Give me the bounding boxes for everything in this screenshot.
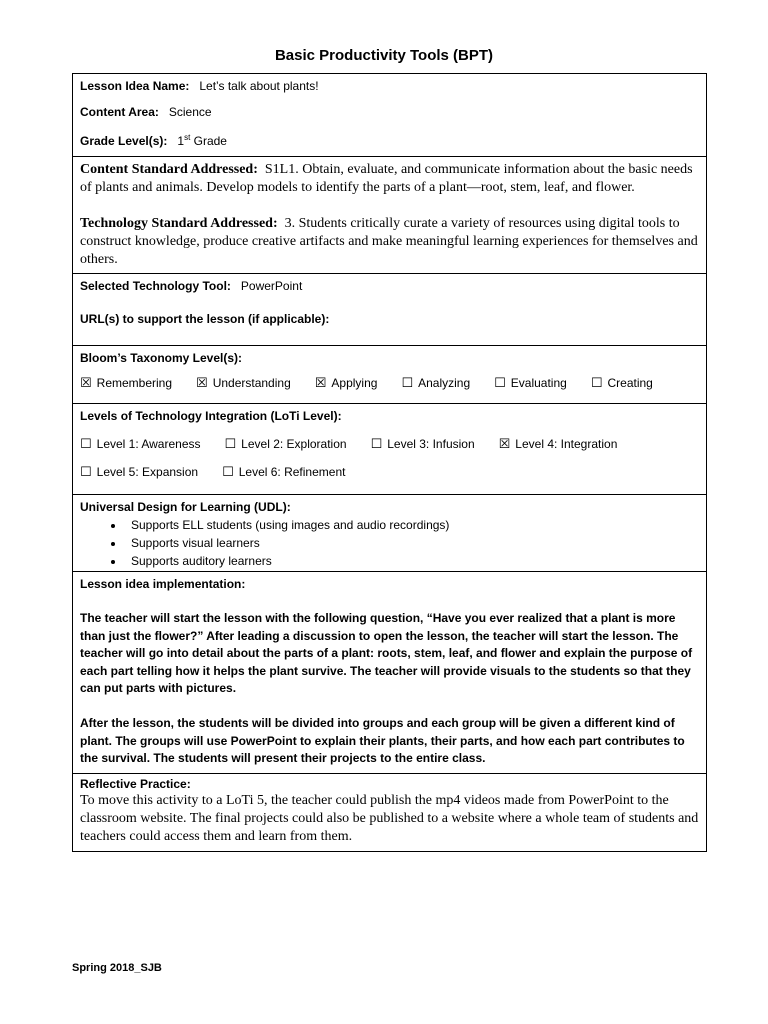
content-standard-label: Content Standard Addressed: [80, 162, 258, 177]
document-title: Basic Productivity Tools (BPT) [274, 47, 494, 64]
implementation-paragraph-2: After the lesson, the students will be divided into groups and each group will be given a different kind of plant. The groups will use PowerPoint to explain their plants, their parts, and how each part contributes to the survival. The students will present their projects to the entire class. [80, 715, 685, 766]
bloom-applying-checkbox[interactable] [315, 376, 378, 391]
udl-heading: Universal Design for Learning (UDL): [80, 500, 291, 514]
empty-box-icon: ☐ [401, 375, 414, 391]
technology-tool-label: Selected Technology Tool: [80, 279, 231, 293]
checked-box-icon: ☒ [80, 375, 92, 391]
blooms-taxonomy-section [73, 345, 706, 403]
reflective-text: To move this activity to a LoTi 5, the teacher could publish the mp4 videos made from PowerPoint to the classroom website. The final projects could also be published to a website where a whole team of students and teachers could access them and learn from them. [80, 792, 699, 844]
content-area-row [80, 102, 699, 128]
list-item: • Supports visual learners [125, 534, 699, 552]
bloom-label: Analyzing [418, 376, 471, 390]
loti-label: Level 1: Awareness [96, 437, 201, 451]
technology-tool-section [73, 273, 706, 345]
udl-list [80, 516, 699, 570]
udl-section [73, 494, 706, 571]
technology-standard-label: Technology Standard Addressed: [80, 216, 278, 231]
loti-level-4-checkbox[interactable] [499, 437, 618, 452]
technology-tool-row [80, 278, 699, 295]
empty-box-icon: ☐ [222, 464, 234, 480]
implementation-heading: Lesson idea implementation: [80, 577, 246, 591]
loti-label: Level 3: Infusion [387, 437, 475, 451]
bloom-creating-checkbox[interactable] [591, 376, 653, 391]
implementation-section [73, 571, 706, 773]
empty-box-icon: ☐ [80, 436, 92, 452]
loti-label: Level 5: Expansion [96, 465, 199, 479]
blooms-checkbox-row [80, 370, 699, 396]
content-area-label: Content Area: [80, 105, 159, 119]
bloom-label: Remembering [96, 376, 173, 390]
page-footer: Spring 2018_SJB [72, 962, 162, 974]
technology-standard [80, 215, 699, 269]
grade-level-label: Grade Level(s): [80, 134, 168, 148]
loti-level-2-checkbox[interactable] [225, 437, 347, 452]
url-label: URL(s) to support the lesson (if applicable): [80, 312, 330, 326]
loti-checkbox-row-1 [80, 431, 699, 457]
lesson-idea-value: Let’s talk about plants! [199, 79, 319, 93]
loti-section [73, 403, 706, 494]
lesson-idea-label: Lesson Idea Name: [80, 79, 190, 93]
bloom-label: Applying [331, 376, 378, 390]
reflective-practice-section [73, 773, 706, 851]
empty-box-icon: ☐ [494, 375, 506, 391]
loti-level-5-checkbox[interactable] [80, 465, 198, 480]
checked-box-icon: ☒ [196, 375, 208, 391]
content-standard-text: S1L1. Obtain, evaluate, and communicate information about the basic needs of plants and animals. Develop models to identify the parts of a plant—root, stem, leaf, and flower. [80, 162, 693, 195]
list-item: • Supports ELL students (using images and audio recordings) [125, 516, 699, 534]
loti-label: Level 2: Exploration [241, 437, 347, 451]
empty-box-icon: ☐ [80, 464, 92, 480]
loti-level-1-checkbox[interactable] [80, 437, 201, 452]
bloom-label: Evaluating [510, 376, 567, 390]
lesson-idea-row [80, 76, 699, 102]
standards-section [73, 156, 706, 273]
grade-word: Grade [190, 134, 227, 148]
technology-standard-text: 3. Students critically curate a variety of resources using digital tools to construct knowledge, produce creative artifacts and make meaningful learning experiences for themselves and others. [80, 216, 698, 267]
lesson-plan-table [72, 73, 707, 852]
empty-box-icon: ☐ [224, 436, 237, 452]
grade-ordinal: st [184, 133, 191, 142]
loti-checkbox-row-2 [80, 459, 699, 485]
grade-number: 1 [177, 134, 185, 148]
empty-box-icon: ☐ [370, 436, 383, 452]
lesson-info-section [73, 74, 706, 156]
content-standard [80, 161, 699, 197]
technology-tool-value: PowerPoint [240, 279, 303, 293]
content-area-value: Science [168, 105, 212, 119]
bloom-label: Understanding [212, 376, 291, 390]
bloom-evaluating-checkbox[interactable] [494, 376, 567, 391]
empty-box-icon: ☐ [590, 375, 603, 391]
reflective-heading: Reflective Practice: [80, 776, 191, 791]
bloom-label: Creating [607, 376, 653, 390]
loti-label: Level 4: Integration [515, 437, 618, 451]
bloom-remembering-checkbox[interactable] [80, 376, 172, 391]
grade-level-row [80, 128, 699, 154]
grade-level-value [177, 134, 227, 148]
bloom-understanding-checkbox[interactable] [196, 376, 291, 391]
loti-level-3-checkbox[interactable] [371, 437, 475, 452]
loti-label: Level 6: Refinement [238, 465, 346, 479]
loti-heading: Levels of Technology Integration (LoTi Level): [80, 409, 342, 423]
blooms-heading: Bloom’s Taxonomy Level(s): [80, 351, 243, 365]
checked-box-icon: ☒ [314, 375, 327, 391]
checked-box-icon: ☒ [498, 436, 511, 452]
list-item: • Supports auditory learners [125, 552, 699, 570]
bloom-analyzing-checkbox[interactable] [401, 376, 470, 391]
implementation-paragraph-1: The teacher will start the lesson with the following question, “Have you ever realized that a plant is more than just the flower?” After leading a discussion to open the lesson, the teacher will start the lesson. The teacher will go into detail about the parts of a plant: roots, stem, leaf, and flower and explain the purpose of each part telling how it helps the plant survive. The teacher will provide visuals to the students so that they can put parts with pictures. [80, 611, 693, 696]
loti-level-6-checkbox[interactable] [222, 465, 345, 480]
